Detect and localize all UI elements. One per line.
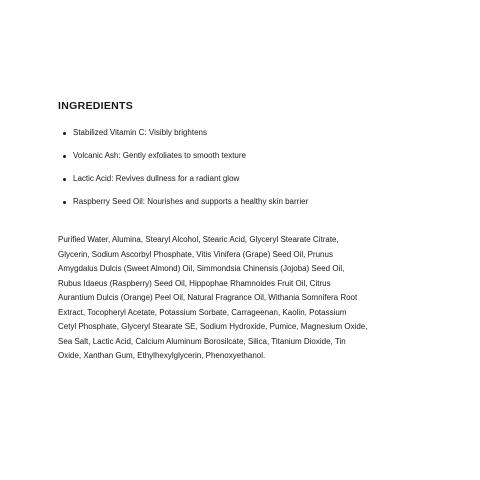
ingredients-line: Amygdalus Dulcis (Sweet Almond) Oil, Simmondsia Chinensis (Jojoba) Seed Oil, bbox=[58, 264, 345, 273]
bullet-icon bbox=[63, 201, 66, 204]
ingredients-line: Rubus Idaeus (Raspberry) Seed Oil, Hippophae Rhamnoides Fruit Oil, Citrus bbox=[58, 278, 331, 288]
benefit-item bbox=[63, 197, 422, 207]
benefit-text: Volcanic Ash: Gently exfoliates to smooth texture bbox=[73, 151, 246, 160]
ingredients-line: Cetyl Phosphate, Glyceryl Stearate SE, Sodium Hydroxide, Pumice, Magnesium Oxide, bbox=[58, 322, 368, 331]
benefit-text: Lactic Acid: Revives dullness for a radiant glow bbox=[73, 174, 240, 183]
bullet-icon bbox=[63, 155, 66, 158]
bullet-icon bbox=[63, 132, 66, 135]
ingredients-line: Oxide, Xanthan Gum, Ethylhexylglycerin, Phenoxyethanol. bbox=[58, 351, 266, 360]
ingredients-line: Sea Salt, Lactic Acid, Calcium Aluminum Borosilcate, Silica, Titanium Dioxide, Tin bbox=[58, 336, 346, 346]
bullet-icon bbox=[63, 178, 66, 181]
benefit-item bbox=[63, 128, 422, 138]
benefits-list bbox=[58, 128, 422, 207]
ingredients-line: Extract, Tocopheryl Acetate, Potassium Sorbate, Carrageenan, Kaolin, Potassium bbox=[58, 307, 347, 317]
ingredients-line: Glycerin, Sodium Ascorbyl Phosphate, Vitis Vinifera (Grape) Seed Oil, Prunus bbox=[58, 249, 333, 259]
ingredients-heading: INGREDIENTS bbox=[58, 100, 134, 112]
ingredients-list bbox=[58, 233, 418, 364]
benefit-text: Raspberry Seed Oil: Nourishes and supports a healthy skin barrier bbox=[73, 197, 309, 206]
ingredients-line: Purified Water, Alumina, Stearyl Alcohol, Stearic Acid, Glyceryl Stearate Citrate, bbox=[58, 235, 339, 244]
ingredients-line: Aurantium Dulcis (Orange) Peel Oil, Natural Fragrance Oil, Withania Somnifera Root bbox=[58, 293, 358, 302]
benefit-text: Stabilized Vitamin C: Visibly brightens bbox=[73, 128, 207, 137]
benefit-item bbox=[63, 174, 422, 184]
benefit-item bbox=[63, 151, 422, 161]
